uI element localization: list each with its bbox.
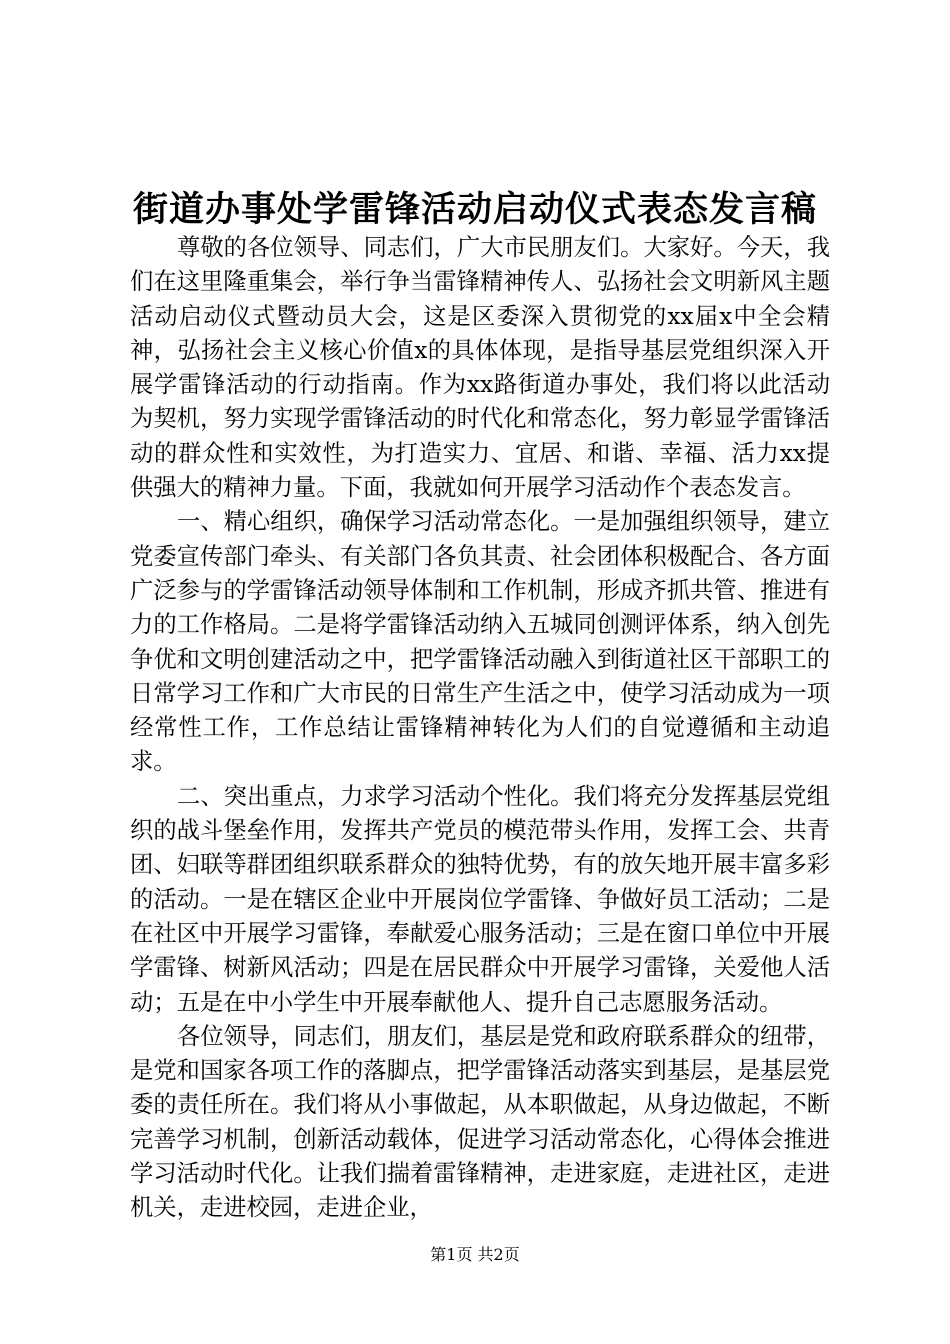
- paragraph-closing: 各位领导，同志们，朋友们，基层是党和政府联系群众的纽带，是党和国家各项工作的落脚点，把学雷锋活动落实到基层，是基层党委的责任所在。我们将从小事做起，从本职做起，从身边做起，不断完善学习机制，创新活动载体，促进学习活动常态化，心得体会推进学习活动时代化。让我们揣着雷锋精神，走进家庭，走进社区，走进机关，走进校园，走进企业，: [130, 1022, 830, 1222]
- page-footer: 第1页 共2页: [430, 1245, 520, 1264]
- paragraph-opening: 尊敬的各位领导、同志们，广大市民朋友们。大家好。今天，我们在这里隆重集会，举行争当雷锋精神传人、弘扬社会文明新风主题活动启动仪式暨动员大会，这是区委深入贯彻党的xx届x中全会精神，弘扬社会主义核心价值x的具体体现，是指导基层党组织深入开展学雷锋活动的行动指南。作为xx路街道办事处，我们将以此活动为契机，努力实现学雷锋活动的时代化和常态化，努力彰显学雷锋活动的群众性和实效性，为打造实力、宜居、和谐、幸福、活力xx提供强大的精神力量。下面，我就如何开展学习活动作个表态发言。: [130, 234, 830, 502]
- paragraph-section-two: 二、突出重点，力求学习活动个性化。我们将充分发挥基层党组织的战斗堡垒作用，发挥共产党员的模范带头作用，发挥工会、共青团、妇联等群团组织联系群众的独特优势，有的放矢地开展丰富多彩的活动。一是在辖区企业中开展岗位学雷锋、争做好员工活动；二是在社区中开展学习雷锋，奉献爱心服务活动；三是在窗口单位中开展学雷锋、树新风活动；四是在居民群众中开展学习雷锋，关爱他人活动；五是在中小学生中开展奉献他人、提升自己志愿服务活动。: [130, 782, 830, 1016]
- paragraph-section-one: 一、精心组织，确保学习活动常态化。一是加强组织领导，建立党委宣传部门牵头、有关部门各负其责、社会团体积极配合、各方面广泛参与的学雷锋活动领导体制和工作机制，形成齐抓共管、推进有力的工作格局。二是将学雷锋活动纳入五城同创测评体系，纳入创先争优和文明创建活动之中，把学雷锋活动融入到街道社区干部职工的日常学习工作和广大市民的日常生产生活之中，使学习活动成为一项经常性工作，工作总结让雷锋精神转化为人们的自觉遵循和主动追求。: [130, 508, 830, 776]
- document-body: [130, 231, 830, 1226]
- document-title: 街道办事处学雷锋活动启动仪式表态发言稿: [132, 189, 817, 230]
